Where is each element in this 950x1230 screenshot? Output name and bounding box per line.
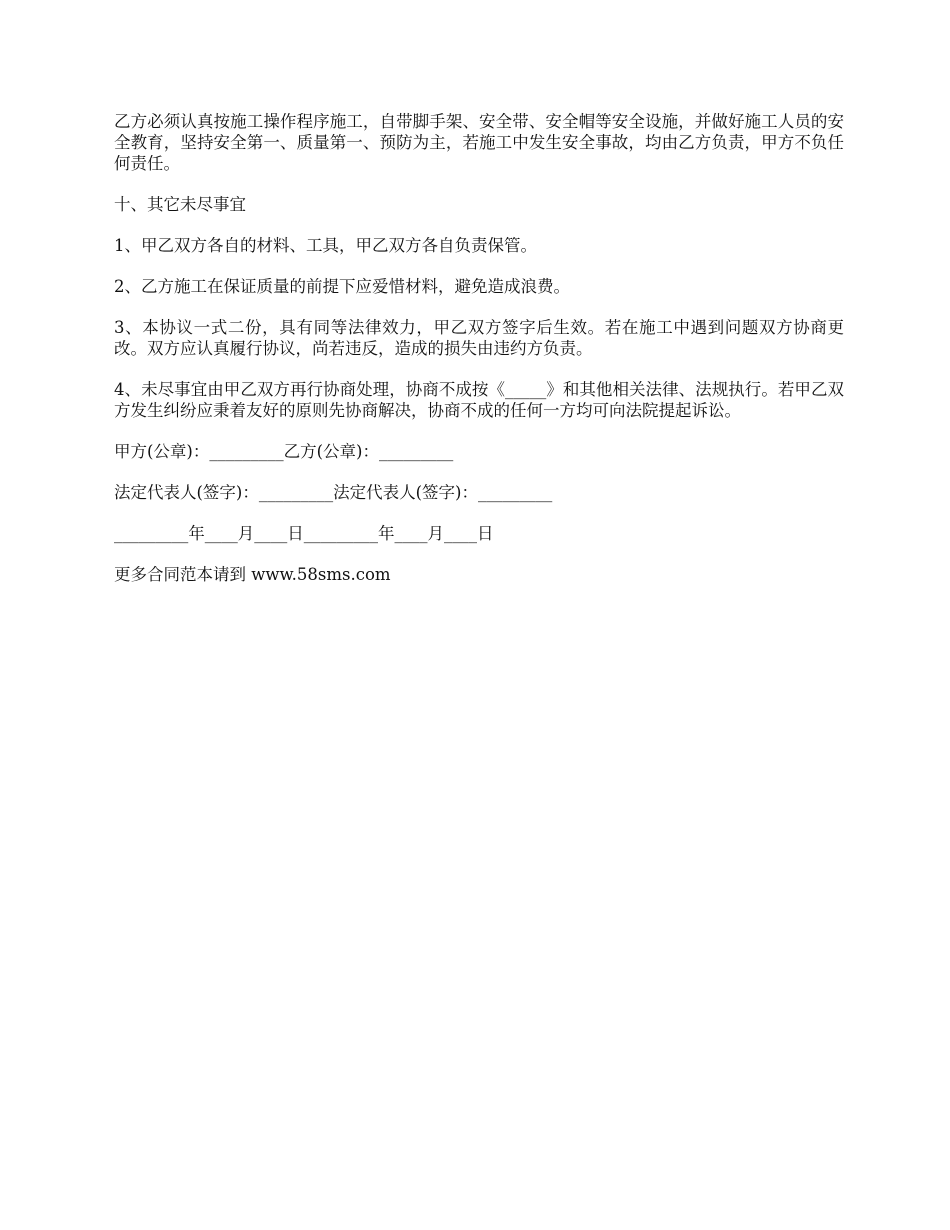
section-heading-other-matters: 十、其它未尽事宜: [114, 195, 246, 214]
clause-1-paragraph: 1、甲乙双方各自的材料、工具，甲乙双方各自负责保管。: [114, 236, 537, 255]
legal-representative-line: 法定代表人(签字)：_________法定代表人(签字)：_________: [114, 483, 553, 502]
safety-clause-paragraph: 乙方必须认真按施工操作程序施工，自带脚手架、安全带、安全帽等安全设施，并做好施工人员的安全教育，坚持安全第一、质量第一、预防为主，若施工中发生安全事故，均由乙方负责，甲方不负任何责任。: [114, 112, 844, 173]
clause-2-paragraph: 2、乙方施工在保证质量的前提下应爱惜材料，避免造成浪费。: [114, 277, 570, 296]
document-page: [114, 111, 844, 585]
clause-4-paragraph: 4、未尽事宜由甲乙双方再行协商处理，协商不成按《_____》和其他相关法律、法规执行。若甲乙双方发生纠纷应秉着友好的原则先协商解决，协商不成的任何一方均可向法院提起诉讼。: [114, 380, 844, 420]
footer-more-templates: 更多合同范本请到 www.58sms.com: [114, 565, 391, 584]
date-line: _________年____月____日_________年____月____日: [114, 524, 494, 543]
clause-3-paragraph: 3、本协议一式二份，具有同等法律效力，甲乙双方签字后生效。若在施工中遇到问题双方协商更改。双方应认真履行协议，尚若违反，造成的损失由违约方负责。: [114, 318, 844, 358]
party-seal-line: 甲方(公章)：_________乙方(公章)：_________: [114, 442, 454, 461]
